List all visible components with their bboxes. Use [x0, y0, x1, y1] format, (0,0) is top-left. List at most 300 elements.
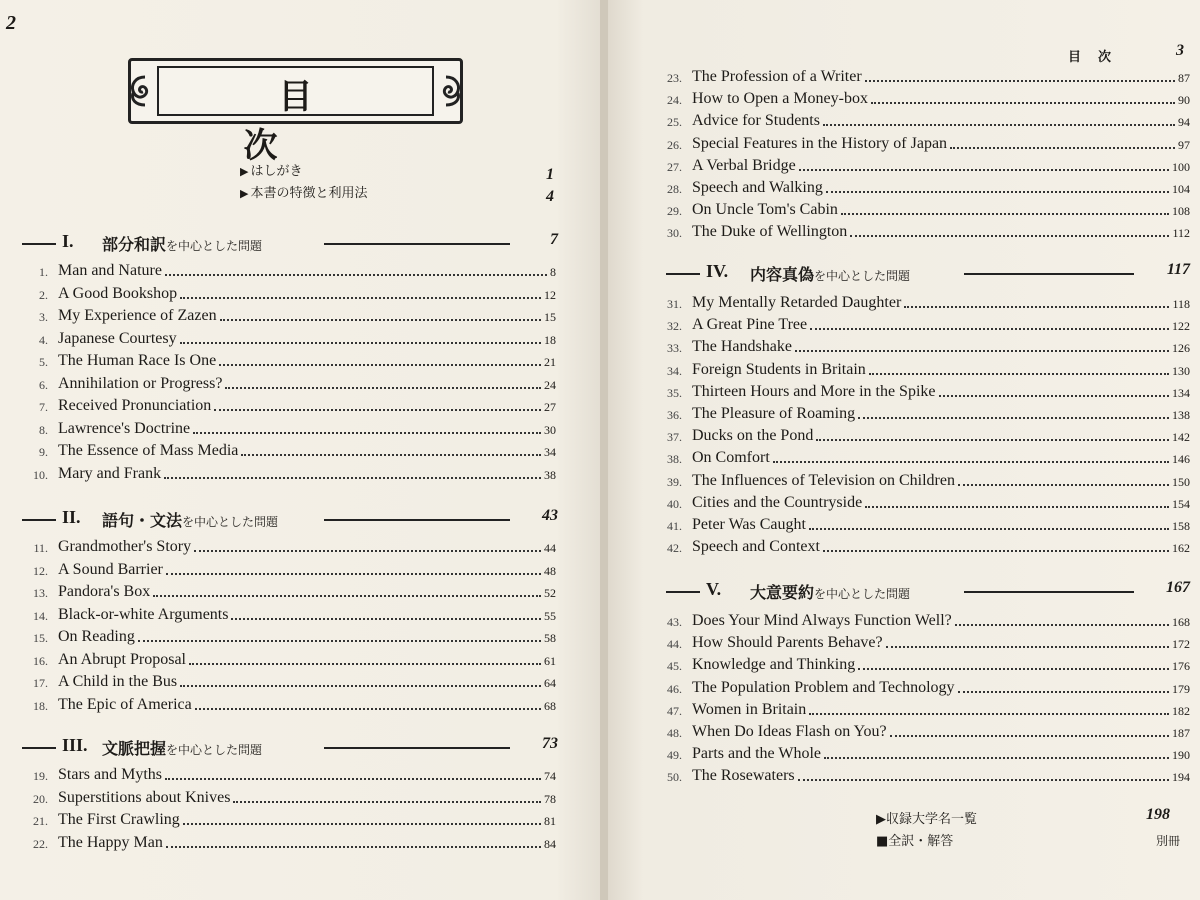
toc-entry[interactable] — [658, 135, 1190, 157]
entry-title: When Do Ideas Flash on You? — [692, 723, 887, 740]
leader-dots — [865, 506, 1169, 508]
toc-entry[interactable] — [24, 285, 556, 307]
entry-number: 3. — [39, 310, 48, 324]
section-page: 7 — [550, 231, 558, 248]
title-plaque — [128, 58, 487, 166]
leader-dots — [809, 713, 1169, 715]
entry-title: My Experience of Zazen — [58, 307, 217, 324]
toc-entry[interactable] — [24, 397, 556, 419]
leader-dots — [180, 685, 541, 687]
entry-number: 49. — [667, 748, 682, 763]
entry-title: Thirteen Hours and More in the Spike — [692, 382, 936, 400]
toc-entry[interactable] — [658, 338, 1190, 360]
entry-number: 5. — [39, 355, 48, 369]
intro-page: 1 — [546, 166, 554, 183]
toc-entry[interactable] — [658, 679, 1190, 701]
intro-item-features[interactable]: ▶ 本書の特徴と利用法 — [240, 186, 368, 201]
entry-number: 14. — [33, 608, 48, 623]
entry-page: 74 — [544, 769, 556, 783]
toc-entry[interactable] — [24, 834, 556, 856]
section-page: 117 — [1166, 261, 1190, 278]
entry-number: 11. — [33, 541, 48, 555]
entry-page: 190 — [1172, 748, 1190, 763]
toc-entry[interactable] — [658, 316, 1190, 338]
entry-page: 18 — [544, 332, 556, 347]
toc-entry[interactable] — [658, 427, 1190, 449]
entry-title: Women in Britain — [692, 700, 807, 718]
leader-dots — [220, 319, 541, 321]
entry-page: 179 — [1172, 681, 1190, 696]
arrow-icon: ▶ — [240, 187, 249, 200]
entry-title: Superstitions about Knives — [58, 788, 231, 806]
section-page: 43 — [542, 507, 558, 524]
entry-number: 21. — [33, 814, 48, 828]
toc-entry[interactable] — [658, 112, 1190, 134]
entry-page: 118 — [1172, 297, 1190, 311]
leader-dots — [799, 169, 1169, 171]
toc-entry[interactable] — [24, 651, 556, 673]
toc-entry[interactable] — [24, 696, 556, 718]
entry-number: 34. — [667, 363, 682, 378]
heading-rule — [324, 243, 510, 245]
toc-entry[interactable] — [658, 767, 1190, 789]
entry-title: Cities and the Countryside — [692, 493, 863, 511]
entry-number: 44. — [667, 637, 682, 652]
entry-page: 194 — [1172, 770, 1190, 785]
entry-number: 40. — [667, 496, 682, 511]
section-heading[interactable] — [22, 736, 558, 760]
entry-page: 97 — [1178, 137, 1190, 152]
section-suffix: を中心とした問題 — [166, 239, 263, 253]
leader-dots — [823, 124, 1175, 126]
entry-number: 25. — [667, 115, 682, 130]
leader-dots — [189, 663, 541, 665]
heading-rule — [324, 519, 510, 521]
entry-number: 35. — [667, 385, 682, 400]
toc-entry[interactable] — [658, 494, 1190, 516]
section-title: 部分和訳 — [102, 235, 167, 254]
entry-title: On Uncle Tom's Cabin — [692, 201, 838, 219]
entry-page: 94 — [1178, 115, 1190, 130]
leader-dots — [958, 484, 1169, 486]
toc-entry[interactable] — [24, 262, 556, 284]
entry-title: The Handshake — [692, 338, 792, 356]
entry-number: 16. — [33, 653, 48, 668]
entry-page: 44 — [544, 541, 556, 555]
toc-entry[interactable] — [24, 789, 556, 811]
entry-page: 187 — [1172, 726, 1190, 740]
leader-dots — [939, 395, 1169, 397]
entry-page: 158 — [1172, 519, 1190, 533]
toc-entry[interactable] — [24, 628, 556, 650]
entry-title: A Good Bookshop — [58, 284, 178, 302]
page-number: 3 — [1176, 42, 1184, 59]
toc-entry[interactable] — [24, 766, 556, 788]
toc-entry[interactable] — [658, 68, 1190, 90]
entry-title: Special Features in the History of Japan — [692, 134, 948, 152]
entry-number: 10. — [33, 467, 48, 482]
entry-page: 8 — [550, 265, 556, 279]
section-heading[interactable] — [22, 508, 558, 532]
leader-dots — [826, 191, 1169, 193]
section-numeral: III. — [62, 735, 88, 755]
entry-title: The First Crawling — [58, 811, 180, 828]
entry-title: Japanese Courtesy — [58, 329, 177, 347]
toc-entry[interactable] — [658, 723, 1190, 745]
leader-dots — [865, 80, 1175, 82]
leader-dots — [858, 417, 1169, 419]
entry-title: Lawrence's Doctrine — [58, 419, 191, 437]
toc-entry[interactable] — [24, 606, 556, 628]
entry-title: The Pleasure of Roaming — [692, 405, 856, 422]
leader-dots — [165, 274, 547, 276]
entry-number: 30. — [667, 226, 682, 241]
toc-entry[interactable] — [24, 561, 556, 583]
section-suffix: を中心とした問題 — [814, 587, 911, 601]
heading-rule — [22, 243, 56, 245]
section-suffix: を中心とした問題 — [814, 269, 911, 283]
leader-dots — [810, 328, 1169, 330]
leader-dots — [194, 550, 541, 552]
leader-dots — [195, 708, 541, 710]
entry-page: 138 — [1172, 408, 1190, 422]
leader-dots — [871, 102, 1175, 104]
entry-page: 162 — [1172, 541, 1190, 556]
heading-rule — [666, 591, 700, 593]
toc-entry[interactable] — [24, 352, 556, 374]
entry-title: The Human Race Is One — [58, 352, 217, 369]
entry-page: 68 — [544, 698, 556, 713]
leader-dots — [869, 373, 1169, 375]
entry-title: The Profession of a Writer — [692, 68, 862, 85]
arrow-icon: ▶ — [240, 165, 249, 178]
entry-page: 112 — [1172, 226, 1190, 241]
toc-entry[interactable] — [658, 656, 1190, 678]
entry-number: 23. — [667, 71, 682, 85]
entry-number: 17. — [33, 676, 48, 690]
toc-entry[interactable] — [24, 442, 556, 464]
entry-title: How Should Parents Behave? — [692, 634, 883, 652]
toc-entry[interactable] — [658, 612, 1190, 634]
entry-page: 134 — [1172, 385, 1190, 400]
toc-entry[interactable] — [658, 405, 1190, 427]
entry-number: 20. — [33, 791, 48, 806]
leader-dots — [180, 297, 541, 299]
entry-page: 142 — [1172, 430, 1190, 445]
entry-page: 12 — [544, 287, 556, 302]
section-suffix: を中心とした問題 — [166, 743, 263, 757]
entry-number: 50. — [667, 770, 682, 785]
section-numeral: IV. — [706, 261, 729, 281]
toc-entry[interactable] — [658, 383, 1190, 405]
entry-number: 1. — [39, 265, 48, 279]
entry-title: Black-or-white Arguments — [58, 605, 229, 623]
entry-page: 24 — [544, 377, 556, 392]
entry-page: 168 — [1172, 615, 1190, 629]
appendix-answers[interactable]: ■全訳・解答 — [876, 834, 954, 849]
entry-title: Received Pronunciation — [58, 397, 212, 414]
entry-page: 15 — [544, 310, 556, 324]
entry-number: 9. — [39, 445, 48, 459]
entry-page: 176 — [1172, 659, 1190, 674]
toc-entry[interactable] — [658, 745, 1190, 767]
entry-title: Speech and Walking — [692, 179, 823, 196]
entry-page: 150 — [1172, 474, 1190, 489]
section-numeral: I. — [62, 231, 74, 251]
entry-number: 18. — [33, 698, 48, 713]
leader-dots — [841, 213, 1169, 215]
leader-dots — [183, 823, 541, 825]
toc-entry[interactable] — [24, 375, 556, 397]
appendix-page: 別冊 — [1156, 834, 1181, 848]
section-numeral: II. — [62, 507, 81, 527]
leader-dots — [824, 757, 1169, 759]
heading-rule — [666, 273, 700, 275]
entry-page: 38 — [544, 467, 556, 482]
entry-title: Annihilation or Progress? — [58, 374, 223, 392]
entry-page: 126 — [1172, 341, 1190, 356]
leader-dots — [153, 595, 541, 597]
entry-number: 42. — [667, 541, 682, 556]
entry-title: A Sound Barrier — [58, 560, 163, 578]
running-header: 目 次 — [1068, 50, 1114, 65]
section-title: 語句・文法 — [102, 511, 183, 530]
entry-title: Peter Was Caught — [692, 516, 806, 533]
toc-entry[interactable] — [658, 223, 1190, 245]
entry-number: 37. — [667, 430, 682, 445]
toc-entry[interactable] — [24, 811, 556, 833]
toc-entry[interactable] — [24, 538, 556, 560]
scroll-ornament-icon — [428, 73, 464, 109]
section-numeral: V. — [706, 579, 722, 599]
entry-number: 2. — [39, 287, 48, 302]
entry-title: A Verbal Bridge — [692, 156, 796, 174]
entry-page: 81 — [544, 814, 556, 828]
leader-dots — [231, 618, 541, 620]
toc-entry[interactable] — [658, 472, 1190, 494]
toc-entry[interactable] — [24, 307, 556, 329]
heading-rule — [22, 519, 56, 521]
leader-dots — [890, 735, 1169, 737]
entry-page: 108 — [1172, 204, 1190, 219]
leader-dots — [823, 550, 1169, 552]
entry-title: A Great Pine Tree — [692, 316, 808, 334]
entry-page: 52 — [544, 586, 556, 600]
leader-dots — [950, 147, 1175, 149]
section-heading[interactable] — [666, 580, 1190, 604]
leader-dots — [816, 439, 1169, 441]
leader-dots — [166, 846, 541, 848]
entry-number: 41. — [667, 519, 682, 533]
intro-page: 4 — [546, 188, 554, 205]
leader-dots — [798, 779, 1169, 781]
entry-page: 78 — [544, 791, 556, 806]
leader-dots — [850, 235, 1169, 237]
entry-number: 13. — [33, 586, 48, 600]
heading-rule — [22, 747, 56, 749]
section-heading[interactable] — [22, 232, 558, 256]
entry-number: 28. — [667, 182, 682, 196]
leader-dots — [958, 691, 1169, 693]
leader-dots — [795, 350, 1169, 352]
leader-dots — [904, 306, 1169, 308]
toc-entry[interactable] — [658, 634, 1190, 656]
entry-number: 4. — [39, 332, 48, 347]
toc-entry[interactable] — [658, 90, 1190, 112]
leader-dots — [858, 668, 1169, 670]
entry-page: 27 — [544, 400, 556, 414]
entry-number: 38. — [667, 452, 682, 467]
entry-title: An Abrupt Proposal — [58, 650, 186, 668]
toc-entry[interactable] — [658, 157, 1190, 179]
entry-title: Knowledge and Thinking — [692, 656, 856, 674]
toc-entry[interactable] — [658, 179, 1190, 201]
heading-rule — [324, 747, 510, 749]
entry-title: How to Open a Money-box — [692, 90, 868, 108]
entry-page: 84 — [544, 836, 556, 851]
toc-entry[interactable] — [658, 538, 1190, 560]
section-page: 73 — [542, 735, 558, 752]
entry-title: The Epic of America — [58, 695, 192, 713]
appendix-universities[interactable]: ▶収録大学名一覧 — [876, 812, 978, 827]
entry-number: 39. — [667, 474, 682, 489]
entry-number: 48. — [667, 726, 682, 740]
heading-rule — [964, 273, 1134, 275]
entry-page: 21 — [544, 355, 556, 369]
toc-entry[interactable] — [658, 294, 1190, 316]
entry-number: 43. — [667, 615, 682, 629]
entry-number: 8. — [39, 422, 48, 437]
toc-entry[interactable] — [24, 420, 556, 442]
entry-number: 47. — [667, 703, 682, 718]
section-suffix: を中心とした問題 — [182, 515, 279, 529]
entry-title: Pandora's Box — [58, 583, 151, 600]
intro-item-preface[interactable]: ▶ はしがき — [240, 164, 303, 179]
leader-dots — [241, 454, 541, 456]
entry-title: The Population Problem and Technology — [692, 678, 955, 696]
arrow-icon: ▶ — [876, 812, 886, 827]
toc-entry[interactable] — [658, 516, 1190, 538]
section-heading[interactable] — [666, 262, 1190, 286]
leader-dots — [166, 573, 541, 575]
entry-number: 36. — [667, 408, 682, 422]
entry-title: Does Your Mind Always Function Well? — [692, 612, 952, 629]
toc-entry[interactable] — [24, 583, 556, 605]
entry-page: 130 — [1172, 363, 1190, 378]
entry-title: Advice for Students — [692, 112, 820, 130]
entry-page: 87 — [1178, 71, 1190, 85]
toc-entry[interactable] — [24, 673, 556, 695]
leader-dots — [809, 528, 1169, 530]
entry-page: 30 — [544, 422, 556, 437]
entry-number: 31. — [667, 297, 682, 311]
heading-rule — [964, 591, 1134, 593]
entry-page: 146 — [1172, 452, 1190, 467]
leader-dots — [225, 387, 541, 389]
entry-title: The Duke of Wellington — [692, 223, 848, 241]
entry-number: 27. — [667, 159, 682, 174]
entry-number: 19. — [33, 769, 48, 783]
entry-page: 104 — [1172, 182, 1190, 196]
entry-title: The Rosewaters — [692, 767, 795, 785]
leader-dots — [955, 624, 1169, 626]
entry-title: Grandmother's Story — [58, 538, 192, 555]
toc-entry[interactable] — [658, 361, 1190, 383]
entry-number: 24. — [667, 93, 682, 108]
entry-number: 33. — [667, 341, 682, 356]
entry-number: 12. — [33, 563, 48, 578]
entry-page: 48 — [544, 563, 556, 578]
entry-page: 182 — [1172, 703, 1190, 718]
entry-page: 34 — [544, 445, 556, 459]
entry-page: 154 — [1172, 496, 1190, 511]
leader-dots — [193, 432, 541, 434]
entry-title: On Comfort — [692, 449, 770, 467]
appendix-page: 198 — [1146, 806, 1170, 823]
square-icon: ■ — [876, 834, 889, 849]
section-page: 167 — [1166, 579, 1190, 596]
entry-page: 58 — [544, 631, 556, 645]
right-page — [608, 0, 1200, 900]
entry-number: 7. — [39, 400, 48, 414]
leader-dots — [165, 778, 541, 780]
page-number: 2 — [6, 12, 16, 34]
leader-dots — [180, 342, 541, 344]
entry-title: On Reading — [58, 628, 135, 645]
entry-title: My Mentally Retarded Daughter — [692, 294, 902, 311]
entry-title: Man and Nature — [58, 262, 162, 279]
entry-number: 26. — [667, 137, 682, 152]
leader-dots — [164, 477, 541, 479]
entry-number: 46. — [667, 681, 682, 696]
toc-entry[interactable] — [24, 465, 556, 487]
entry-number: 32. — [667, 319, 682, 334]
entry-number: 6. — [39, 377, 48, 392]
entry-title: The Influences of Television on Children — [692, 471, 955, 489]
entry-title: Mary and Frank — [58, 464, 162, 482]
entry-title: Ducks on the Pond — [692, 427, 814, 445]
leader-dots — [773, 461, 1169, 463]
entry-title: The Happy Man — [58, 833, 163, 851]
section-title: 大意要約 — [750, 583, 815, 602]
entry-title: Speech and Context — [692, 538, 820, 556]
entry-page: 61 — [544, 653, 556, 668]
leader-dots — [886, 646, 1169, 648]
toc-entry[interactable] — [658, 449, 1190, 471]
page-title: 目 次 — [243, 77, 487, 166]
leader-dots — [138, 640, 541, 642]
section-title: 文脈把握 — [102, 739, 167, 758]
section-title: 内容真偽 — [750, 265, 815, 284]
leader-dots — [219, 364, 541, 366]
entry-page: 90 — [1178, 93, 1190, 108]
entry-title: A Child in the Bus — [58, 673, 178, 690]
entry-title: Parts and the Whole — [692, 745, 822, 763]
entry-page: 172 — [1172, 637, 1190, 652]
entry-number: 45. — [667, 659, 682, 674]
leader-dots — [233, 801, 541, 803]
entry-page: 55 — [544, 608, 556, 623]
entry-title: Stars and Myths — [58, 766, 162, 783]
entry-title: Foreign Students in Britain — [692, 360, 866, 378]
toc-entry[interactable] — [658, 201, 1190, 223]
entry-number: 22. — [33, 836, 48, 851]
toc-entry[interactable] — [24, 330, 556, 352]
entry-page: 64 — [544, 676, 556, 690]
entry-page: 122 — [1172, 319, 1190, 334]
toc-entry[interactable] — [658, 701, 1190, 723]
leader-dots — [214, 409, 541, 411]
